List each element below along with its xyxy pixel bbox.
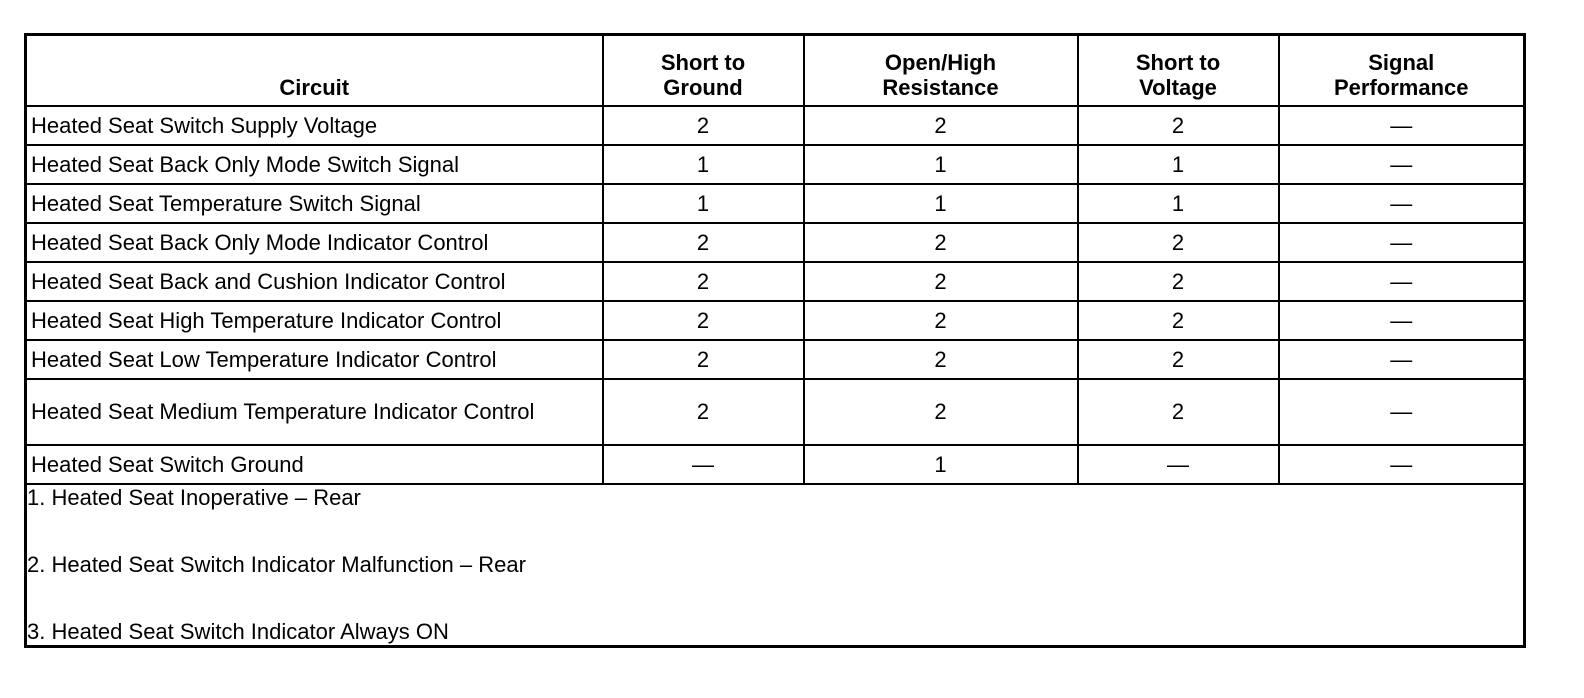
header-short-to-ground-line-1: Short to <box>660 50 746 75</box>
note-3: 3. Heated Seat Switch Indicator Always ON <box>27 619 449 644</box>
signal-performance-cell: — <box>1279 184 1525 223</box>
circuit-cell: Heated Seat Back Only Mode Switch Signal <box>26 145 603 184</box>
header-short-to-voltage-line-1: Short to <box>1135 50 1221 75</box>
circuit-cell: Heated Seat Back Only Mode Indicator Control <box>26 223 603 262</box>
open-high-resistance-cell: 2 <box>804 340 1078 379</box>
short-to-ground-cell: 2 <box>603 340 804 379</box>
header-open-high-resistance <box>804 35 1078 107</box>
short-to-ground-cell: 2 <box>603 301 804 340</box>
open-high-resistance-cell: 2 <box>804 379 1078 445</box>
header-circuit-line-1: Circuit <box>279 75 350 100</box>
open-high-resistance-cell: 2 <box>804 262 1078 301</box>
signal-performance-cell: — <box>1279 145 1525 184</box>
open-high-resistance-cell: 1 <box>804 145 1078 184</box>
short-to-voltage-cell: 2 <box>1078 262 1279 301</box>
header-open-high-resistance-line-1: Open/High <box>884 50 997 75</box>
short-to-voltage-cell: 2 <box>1078 223 1279 262</box>
header-short-to-ground <box>603 35 804 107</box>
signal-performance-cell: — <box>1279 340 1525 379</box>
short-to-ground-cell: 2 <box>603 379 804 445</box>
header-row <box>26 35 1525 107</box>
notes-row <box>26 484 1525 647</box>
signal-performance-cell: — <box>1279 445 1525 484</box>
header-signal-performance <box>1279 35 1525 107</box>
short-to-voltage-cell: 2 <box>1078 301 1279 340</box>
table-row <box>26 445 1525 484</box>
table-row <box>26 262 1525 301</box>
table-header <box>26 35 1525 107</box>
open-high-resistance-cell: 2 <box>804 223 1078 262</box>
note-2: 2. Heated Seat Switch Indicator Malfunction – Rear <box>27 552 526 577</box>
circuit-cell: Heated Seat Medium Temperature Indicator Control <box>26 379 603 445</box>
table-row <box>26 340 1525 379</box>
short-to-ground-cell: 2 <box>603 223 804 262</box>
circuit-cell: Heated Seat Switch Supply Voltage <box>26 106 603 145</box>
table-row <box>26 301 1525 340</box>
table-row <box>26 145 1525 184</box>
header-open-high-resistance-line-2: Resistance <box>882 75 999 100</box>
short-to-ground-cell: 1 <box>603 184 804 223</box>
header-short-to-voltage-line-2: Voltage <box>1139 75 1217 100</box>
signal-performance-cell: — <box>1279 262 1525 301</box>
table-row <box>26 106 1525 145</box>
short-to-ground-cell: 1 <box>603 145 804 184</box>
header-short-to-ground-line-2: Ground <box>663 75 743 100</box>
open-high-resistance-cell: 2 <box>804 301 1078 340</box>
header-circuit <box>26 35 603 107</box>
signal-performance-cell: — <box>1279 301 1525 340</box>
signal-performance-cell: — <box>1279 379 1525 445</box>
short-to-voltage-cell: 2 <box>1078 379 1279 445</box>
short-to-voltage-cell: — <box>1078 445 1279 484</box>
short-to-voltage-cell: 1 <box>1078 145 1279 184</box>
open-high-resistance-cell: 1 <box>804 184 1078 223</box>
short-to-voltage-cell: 2 <box>1078 106 1279 145</box>
circuit-cell: Heated Seat Temperature Switch Signal <box>26 184 603 223</box>
circuit-fault-table <box>24 33 1526 648</box>
signal-performance-cell: — <box>1279 106 1525 145</box>
circuit-cell: Heated Seat Switch Ground <box>26 445 603 484</box>
note-1: 1. Heated Seat Inoperative – Rear <box>27 485 361 510</box>
header-signal-performance-line-1: Signal <box>1368 50 1435 75</box>
notes-cell <box>26 484 1525 647</box>
short-to-ground-cell: — <box>603 445 804 484</box>
short-to-voltage-cell: 2 <box>1078 340 1279 379</box>
signal-performance-cell: — <box>1279 223 1525 262</box>
table-row <box>26 379 1525 445</box>
short-to-voltage-cell: 1 <box>1078 184 1279 223</box>
short-to-ground-cell: 2 <box>603 262 804 301</box>
header-signal-performance-line-2: Performance <box>1333 75 1469 100</box>
open-high-resistance-cell: 2 <box>804 106 1078 145</box>
circuit-cell: Heated Seat Low Temperature Indicator Control <box>26 340 603 379</box>
short-to-ground-cell: 2 <box>603 106 804 145</box>
header-short-to-voltage <box>1078 35 1279 107</box>
circuit-cell: Heated Seat High Temperature Indicator Control <box>26 301 603 340</box>
circuit-cell: Heated Seat Back and Cushion Indicator Control <box>26 262 603 301</box>
open-high-resistance-cell: 1 <box>804 445 1078 484</box>
table-row <box>26 223 1525 262</box>
table-row <box>26 184 1525 223</box>
table-body <box>26 106 1525 647</box>
